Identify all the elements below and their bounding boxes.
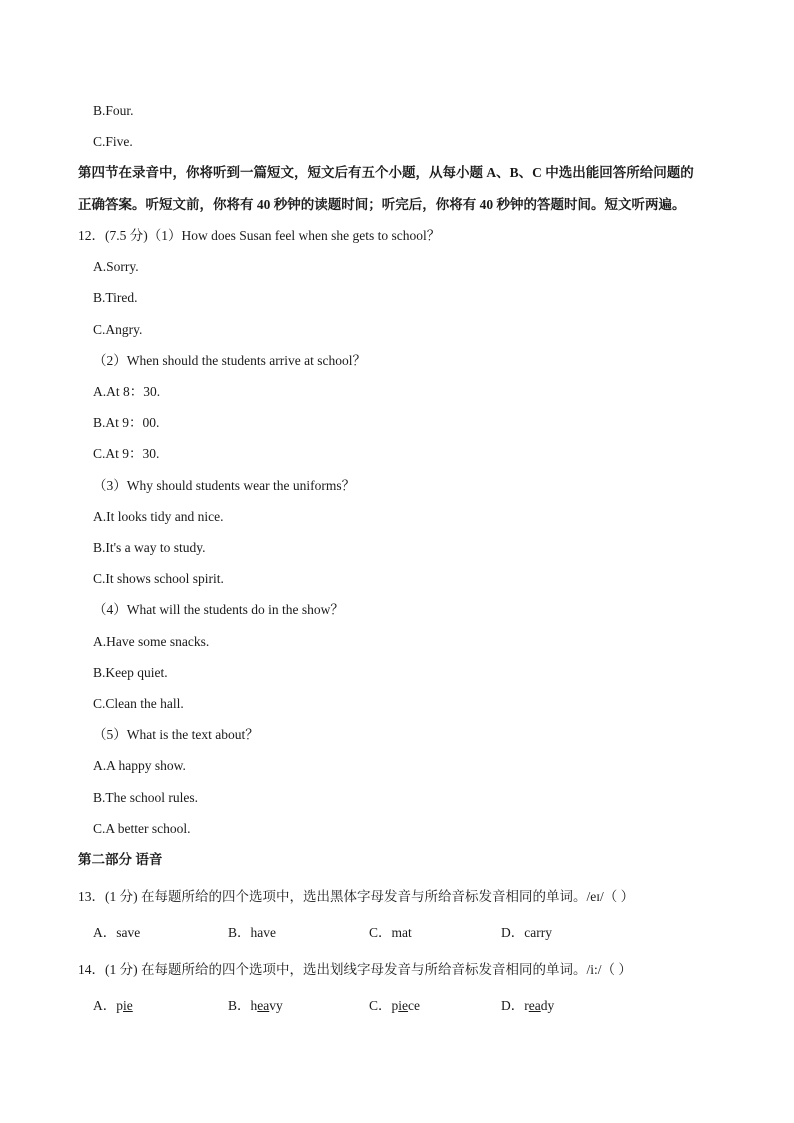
underlined-letters: ea <box>528 998 541 1013</box>
q12-5-option-b: B.The school rules. <box>93 790 198 805</box>
choice-letter: A． <box>93 998 117 1013</box>
choice-word: save <box>116 925 141 940</box>
q12-sub2-stem: （2）When should the students arrive at school？ <box>93 353 366 368</box>
section4-instruction-line2: 正确答案。听短文前，你将有 40 秒钟的读题时间；听完后，你将有 40 秒钟的答题时间。短文听两遍。 <box>78 197 686 212</box>
q12-sub5-stem: （5）What is the text about？ <box>93 727 259 742</box>
word-prefix: p <box>391 998 399 1013</box>
q12-2-option-c: C.At 9：30. <box>93 446 160 461</box>
question-14-stem: 14．(1 分) 在每题所给的四个选项中，选出划线字母发音与所给音标发音相同的单词。/i:/（ ） <box>78 962 632 977</box>
q13-choice-c <box>369 924 412 942</box>
underlined-letters: ie <box>123 998 133 1013</box>
q14-choice-a <box>93 997 133 1015</box>
word-prefix: r <box>524 998 529 1013</box>
q12-5-option-c: C.A better school. <box>93 821 191 836</box>
choice-letter: D． <box>501 925 525 940</box>
q13-choice-a <box>93 924 140 942</box>
q12-2-option-a: A.At 8：30. <box>93 384 161 399</box>
choice-letter: A． <box>93 925 117 940</box>
choice-letter: B． <box>228 925 251 940</box>
choice-word: have <box>250 925 276 940</box>
option-b-four: B.Four. <box>93 103 134 118</box>
word-suffix: dy <box>540 998 555 1013</box>
part2-title: 第二部分 语音 <box>78 852 163 867</box>
underlined-letters: ea <box>257 998 270 1013</box>
word-suffix: vy <box>269 998 283 1013</box>
q13-choice-d <box>501 924 552 942</box>
q12-4-option-b: B.Keep quiet. <box>93 665 168 680</box>
q13-choice-b <box>228 924 276 942</box>
q14-choice-d <box>501 997 554 1015</box>
section4-instruction-line1: 第四节在录音中，你将听到一篇短文，短文后有五个小题，从每小题 A、B、C 中选出能回答所给问题的 <box>78 165 694 180</box>
option-c-five: C.Five. <box>93 134 133 149</box>
q12-sub3-stem: （3）Why should students wear the uniforms？ <box>93 478 356 493</box>
q12-1-option-a: A.Sorry. <box>93 259 139 274</box>
choice-letter: C． <box>369 998 392 1013</box>
q14-choice-c <box>369 997 420 1015</box>
q12-5-option-a: A.A happy show. <box>93 758 186 773</box>
q12-3-option-b: B.It's a way to study. <box>93 540 206 555</box>
word-prefix: p <box>116 998 123 1013</box>
q12-3-option-a: A.It looks tidy and nice. <box>93 509 224 524</box>
q14-choice-b <box>228 997 283 1015</box>
q12-4-option-a: A.Have some snacks. <box>93 634 210 649</box>
choice-word: mat <box>391 925 412 940</box>
question-12-stem: 12．(7.5 分)（1）How does Susan feel when she gets to school？ <box>78 228 441 243</box>
choice-letter: C． <box>369 925 392 940</box>
choice-letter: B． <box>228 998 251 1013</box>
q12-sub4-stem: （4）What will the students do in the show？ <box>93 602 344 617</box>
underlined-letters: ie <box>398 998 409 1013</box>
q12-2-option-b: B.At 9：00. <box>93 415 160 430</box>
choice-letter: D． <box>501 998 525 1013</box>
choice-word: carry <box>524 925 552 940</box>
q12-4-option-c: C.Clean the hall. <box>93 696 184 711</box>
q12-3-option-c: C.It shows school spirit. <box>93 571 224 586</box>
q12-1-option-c: C.Angry. <box>93 322 143 337</box>
question-13-stem: 13．(1 分) 在每题所给的四个选项中，选出黑体字母发音与所给音标发音相同的单词。/eɪ/（ ） <box>78 889 635 904</box>
word-prefix: h <box>250 998 258 1013</box>
q12-1-option-b: B.Tired. <box>93 290 138 305</box>
word-suffix: ce <box>408 998 420 1013</box>
